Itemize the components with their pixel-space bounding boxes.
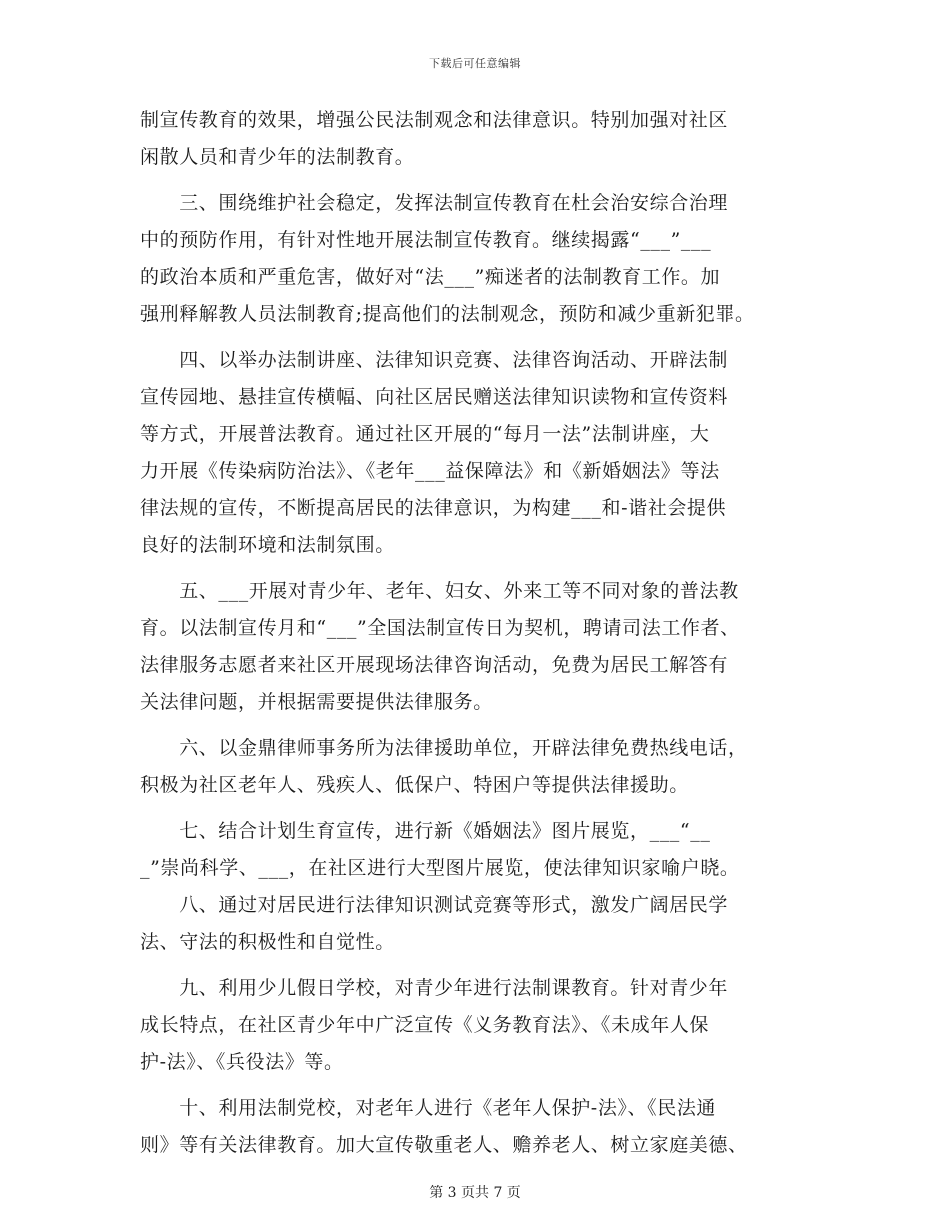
paragraph-start-line: 三、围绕维护社会稳定，发挥法制宣传教育在杜会治安综合治理	[140, 192, 729, 214]
paragraph-start-line: 八、通过对居民进行法律知识测试竞赛等形式，激发广阔居民学	[140, 894, 729, 916]
text-line: _”崇尚科学、___，在社区进行大型图片展览，使法律知识家喻户晓。	[140, 857, 740, 879]
text-line: 关法律问题，并根据需要提供法律服务。	[140, 691, 493, 713]
text-line: 护-法》、《兵役法》等。	[140, 1051, 344, 1073]
text-line: 律法规的宣传，不断提高居民的法律意识，为构建___和-谐社会提供	[140, 497, 727, 519]
page-header: 下载后可任意编辑	[429, 57, 521, 70]
paragraph-start-line: 五、___开展对青少年、老年、妇女、外来工等不同对象的普法教	[140, 580, 739, 602]
page-number: 第 3 页共 7 页	[429, 1185, 521, 1201]
text-line: 的政治本质和严重危害，做好对“法___”痴迷者的法制教育工作。加	[140, 266, 721, 288]
text-line: 等方式，开展普法教育。通过社区开展的“每月一法”法制讲座，大	[140, 423, 710, 445]
text-line: 积极为社区老年人、残疾人、低保户、特困户等提供法律援助。	[140, 774, 689, 796]
text-line: 则》等有关法律教育。加大宣传敬重老人、赡养老人、树立家庭美德、	[140, 1134, 748, 1156]
text-line: 闲散人员和青少年的法制教育。	[140, 146, 415, 168]
text-line: 中的预防作用，有针对性地开展法制宣传教育。继续揭露“___”___	[140, 229, 712, 251]
text-line: 法、守法的积极性和自觉性。	[140, 931, 395, 953]
paragraph-start-line: 十、利用法制党校，对老年人进行《老年人保护-法》、《民法通	[140, 1097, 717, 1119]
text-line: 制宣传教育的效果，增强公民法制观念和法律意识。特别加强对社区	[140, 109, 729, 131]
text-line: 育。以法制宣传月和“___”全国法制宣传日为契机，聘请司法工作者、	[140, 617, 740, 639]
paragraph-start-line: 六、以金鼎律师事务所为法律援助单位，开辟法律免费热线电话，	[140, 737, 748, 759]
text-line: 强刑释解教人员法制教育;提高他们的法制观念，预防和减少重新犯罪。	[140, 303, 755, 325]
text-line: 宣传园地、悬挂宣传横幅、向社区居民赠送法律知识读物和宣传资料	[140, 386, 729, 408]
paragraph-start-line: 四、以举办法制讲座、法律知识竞赛、法律咨询活动、开辟法制	[140, 349, 729, 371]
text-line: 成长特点，在社区青少年中广泛宣传《义务教育法》、《未成年人保	[140, 1014, 710, 1036]
paragraph-start-line: 九、利用少儿假日学校，对青少年进行法制课教育。针对青少年	[140, 977, 729, 999]
text-line: 法律服务志愿者来社区开展现场法律咨询活动，免费为居民工解答有	[140, 654, 729, 676]
paragraph-start-line: 七、结合计划生育宣传，进行新《婚姻法》图片展览，___“__	[140, 820, 711, 842]
text-line: 力开展《传染病防治法》、《老年___益保障法》和《新婚姻法》等法	[140, 460, 720, 482]
text-line: 良好的法制环境和法制氛围。	[140, 534, 395, 556]
document-body	[140, 102, 830, 1164]
